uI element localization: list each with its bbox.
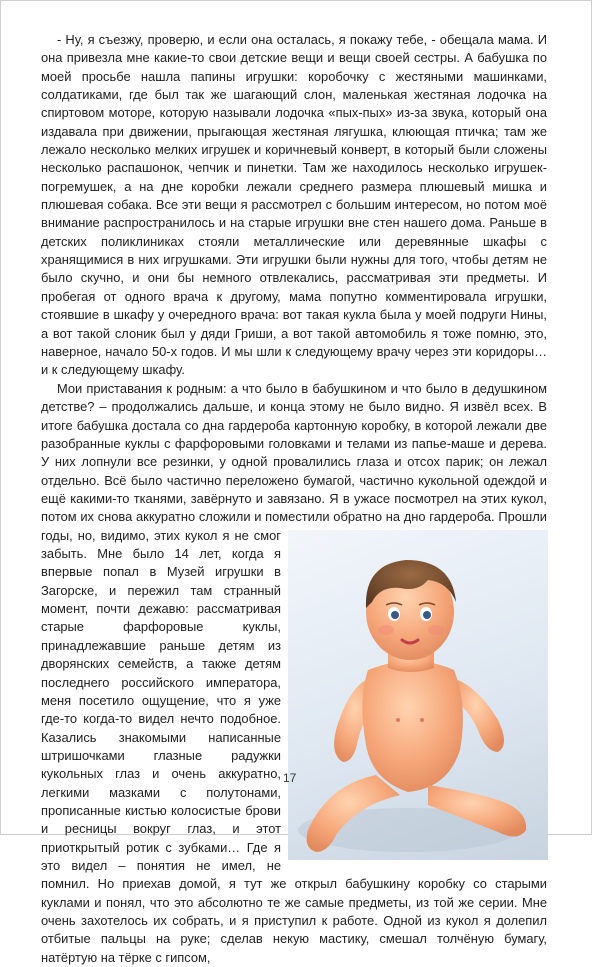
paragraph-1: - Ну, я съезжу, проверю, и если она осталась, я покажу тебе, - обещала мама. И она привезла мне какие-то свои детские вещи и вещи своей сестры. А бабушка по моей просьбе нашла папины игрушки: коробочку с жестяными машинками, солдатиками, где был так же шагающий слон, маленькая жестяная лодочка на спиртовом моторе, которую называли лодочка «пых-пых» из-за звука, который она издавала при движении, прыгающая жестяная лягушка, клюющая птичка; там же лежало несколько мелких игрушек и коричневый конверт, в который были сложены несколько распашонок, чепчик и пинетки. Там же находилось несколько игрушек-погремушек, а на дне коробки лежали среднего размера плюшевый мишка и плюшевая собака. Все эти вещи я рассмотрел с большим интересом, но потом моё внимание распространилось и на старые игрушки вне стен нашего дома. Раньше в детских поликлиниках стояли металлические или деревянные шкафы с хранящимися в них игрушками. Эти игрушки были нужны для того, чтобы детям не было скучно, и они бы немного отвлекались, рассматривая эти предметы. И пробегая от одного врача к другому, мама попутно комментировала игрушки, стоявшие в шкафу у очередного врача: вот такая кукла была у моей подруги Нины, а вот такой слоник был у дяди Гриши, а вот такой автомобиль я тоже помню, это, наверное, начало 50-х годов. И мы шли к следующему врачу через эти коридоры… и к следующему шкафу. [41, 32, 547, 378]
doll-illustration [288, 530, 548, 860]
paragraph-2: Мои приставания к родным: а что было в бабушкином и что было в дедушкином детстве? – продолжались дальше, и конца этому не было видно. Я извёл всех. В итоге бабушка достала со дна гардероба картонную коробку, в которой лежали две разобранные куклы с фарфоровыми головками и телами из папье-маше и дерева. У них лопнули все резинки, у одной провалились глаза и отсох парик; он лежал отдельно. Всё было частично переложено бумагой, частично кукольной одеждой и ещё какими-то тканями, завёрнуто и завязано. Я в ужасе посмотрел на этих кукол, потом их снова аккуратно сложили и поместили обратно на дно гардероба. Прошли годы, но, видимо, этих кукол я не смог забыть. Мне было 14 лет, когда я впервые попал в Музей игрушки в Загорске, и пережил там странный момент, почти дежавю: рассматривая старые фарфоровые куклы, принадлежавшие раньше детям из дворянских семейств, а также детям последнего российского императора, меня посетило ощущение, что я уже где-то когда-то видел нечто подобное. Казались знакомыми написанные штришочками глазные радужки кукольных глаз и очень аккуратно, легкими мазками с полутонами, прописанные кистью колосистые брови и ресницы вокруг глаз, и этот приоткрытый ротик с зубками… Где я это видел – понятия не имел, не помнил. Но приехав домой, я тут же открыл бабушкину коробку со старыми куклами и понял, что это абсолютно те же самые предметы, из той же серии. Мне очень захотелось их собрать, и я приступил к работе. Одной из кукол я долепил отбитые пальцы на руке; сделав некую мастику, смешал толчёную бумагу, натёртую на тёрке с гипсом, [41, 381, 547, 965]
page-number: 17 [283, 771, 297, 785]
doll-photo [288, 530, 548, 860]
main-text [41, 31, 547, 380]
